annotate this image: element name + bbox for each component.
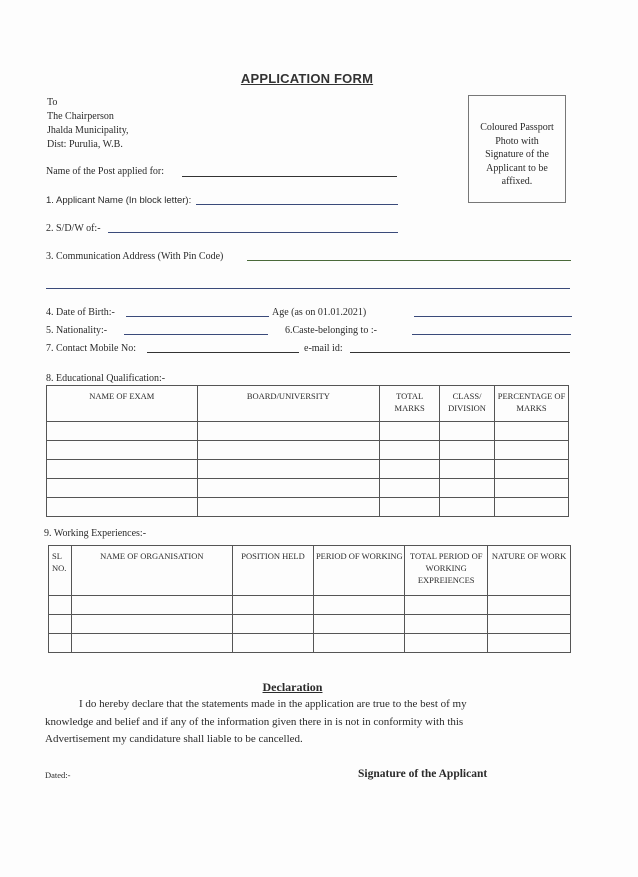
table-row: [47, 498, 569, 517]
table-cell[interactable]: [440, 460, 495, 479]
table-cell[interactable]: [488, 615, 571, 634]
table-cell[interactable]: [47, 498, 198, 517]
experience-header-row: [49, 546, 571, 596]
table-row: [47, 479, 569, 498]
recipient-address: [47, 96, 129, 152]
post-applied-field[interactable]: [182, 176, 397, 177]
table-cell[interactable]: [440, 441, 495, 460]
table-cell[interactable]: [232, 615, 314, 634]
table-cell[interactable]: [405, 596, 488, 615]
col-total-period: TOTAL PERIOD OF WORKING EXPREIENCES: [405, 546, 488, 596]
table-cell[interactable]: [314, 596, 405, 615]
caste-field[interactable]: [412, 334, 571, 335]
dob-field[interactable]: [126, 316, 269, 317]
sdw-field[interactable]: [108, 232, 398, 233]
form-title: APPLICATION FORM: [240, 71, 374, 86]
education-heading: 8. Educational Qualification:-: [46, 373, 166, 384]
col-board-university: BOARD/UNIVERSITY: [197, 386, 380, 422]
photo-box-line: Signature of the: [485, 149, 549, 160]
education-table: [46, 385, 569, 517]
table-cell[interactable]: [380, 479, 440, 498]
table-cell[interactable]: [380, 422, 440, 441]
passport-photo-box[interactable]: [468, 95, 566, 203]
col-class-division: CLASS/ DIVISION: [440, 386, 495, 422]
table-cell[interactable]: [380, 441, 440, 460]
email-field[interactable]: [350, 352, 570, 353]
address-field-line-1[interactable]: [247, 260, 571, 261]
table-row: [49, 634, 571, 653]
table-row: [47, 422, 569, 441]
table-cell[interactable]: [488, 596, 571, 615]
address-line: The Chairperson: [47, 111, 114, 122]
table-cell[interactable]: [440, 479, 495, 498]
post-applied-label: Name of the Post applied for:: [46, 166, 165, 177]
table-cell[interactable]: [495, 479, 569, 498]
dob-label: 4. Date of Birth:-: [46, 307, 115, 318]
applicant-name-label: 1. Applicant Name (In block letter):: [46, 195, 192, 206]
photo-box-line: affixed.: [501, 176, 533, 187]
nationality-field[interactable]: [124, 334, 268, 335]
table-cell[interactable]: [71, 615, 232, 634]
table-cell[interactable]: [197, 441, 380, 460]
sdw-label: 2. S/D/W of:-: [46, 223, 101, 234]
table-cell[interactable]: [47, 460, 198, 479]
table-cell[interactable]: [495, 422, 569, 441]
address-line: To: [47, 97, 58, 108]
col-nature-of-work: NATURE OF WORK: [488, 546, 571, 596]
col-percentage: PERCENTAGE OF MARKS: [495, 386, 569, 422]
table-cell[interactable]: [71, 634, 232, 653]
col-position-held: POSITION HELD: [232, 546, 314, 596]
experience-heading: 9. Working Experiences:-: [44, 528, 147, 539]
col-organisation: NAME OF ORGANISATION: [71, 546, 232, 596]
table-cell[interactable]: [232, 634, 314, 653]
address-line: Jhalda Municipality,: [47, 125, 129, 136]
declaration-line: I do hereby declare that the statements made in the application are true to the best of my: [79, 698, 467, 710]
age-field[interactable]: [414, 316, 572, 317]
table-cell[interactable]: [49, 634, 72, 653]
table-cell[interactable]: [380, 460, 440, 479]
declaration-heading: Declaration: [262, 680, 323, 694]
table-row: [47, 460, 569, 479]
address-line: Dist: Purulia, W.B.: [47, 139, 123, 150]
photo-box-line: Photo with: [495, 135, 539, 147]
table-cell[interactable]: [47, 422, 198, 441]
table-cell[interactable]: [49, 596, 72, 615]
signature-label: Signature of the Applicant: [358, 768, 488, 780]
declaration-text: [45, 696, 565, 749]
table-cell[interactable]: [47, 441, 198, 460]
table-row: [49, 596, 571, 615]
col-sl-no: SL NO.: [49, 546, 72, 596]
table-cell[interactable]: [47, 479, 198, 498]
experience-table: [48, 545, 571, 653]
col-period-of-working: PERIOD OF WORKING: [314, 546, 405, 596]
caste-label: 6.Caste-belonging to :-: [285, 325, 377, 336]
table-cell[interactable]: [405, 634, 488, 653]
photo-box-line: Coloured Passport: [480, 122, 554, 133]
photo-box-line: Applicant to be: [486, 162, 548, 174]
col-name-of-exam: NAME OF EXAM: [47, 386, 198, 422]
table-cell[interactable]: [314, 615, 405, 634]
table-cell[interactable]: [197, 498, 380, 517]
table-cell[interactable]: [71, 596, 232, 615]
table-cell[interactable]: [49, 615, 72, 634]
table-cell[interactable]: [488, 634, 571, 653]
table-cell[interactable]: [405, 615, 488, 634]
table-cell[interactable]: [197, 479, 380, 498]
table-cell[interactable]: [495, 498, 569, 517]
nationality-label: 5. Nationality:-: [46, 325, 108, 336]
email-label: e-mail id:: [304, 343, 343, 354]
table-cell[interactable]: [495, 460, 569, 479]
applicant-name-field[interactable]: [196, 204, 398, 205]
mobile-field[interactable]: [147, 352, 299, 353]
dated-label: Dated:-: [45, 770, 71, 780]
table-cell[interactable]: [440, 422, 495, 441]
declaration-line: Advertisement my candidature shall liable to be cancelled.: [45, 733, 303, 745]
mobile-label: 7. Contact Mobile No:: [46, 343, 136, 354]
col-total-marks: TOTAL MARKS: [380, 386, 440, 422]
table-row: [49, 615, 571, 634]
table-cell[interactable]: [440, 498, 495, 517]
address-field-line-2[interactable]: [46, 288, 570, 289]
address-label: 3. Communication Address (With Pin Code): [46, 251, 224, 262]
table-cell[interactable]: [380, 498, 440, 517]
table-row: [47, 441, 569, 460]
age-label: Age (as on 01.01.2021): [272, 307, 367, 318]
table-cell[interactable]: [197, 422, 380, 441]
table-cell[interactable]: [314, 634, 405, 653]
table-cell[interactable]: [197, 460, 380, 479]
table-cell[interactable]: [232, 596, 314, 615]
education-header-row: [47, 386, 569, 422]
declaration-line: knowledge and belief and if any of the information given there in is not in conformity with this: [45, 715, 464, 728]
table-cell[interactable]: [495, 441, 569, 460]
